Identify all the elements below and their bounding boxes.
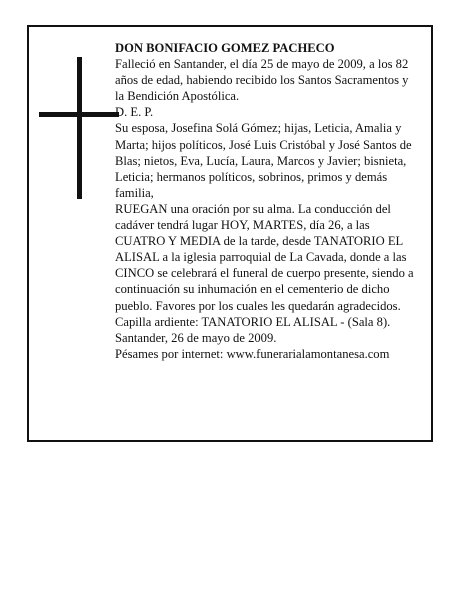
death-announcement: Falleció en Santander, el día 25 de mayo de 2009, a los 82 años de edad, habiendo recibido los Santos Sacramentos y la Bendición Apostólica. [115,57,409,104]
notice-body [115,40,420,362]
cross-horizontal-bar [39,112,119,117]
obituary-notice [27,25,433,442]
condolences-website: Pésames por internet: www.funerarialamontanesa.com [115,346,390,361]
deceased-name: DON BONIFACIO GOMEZ PACHECO [115,41,335,55]
cross-vertical-bar [77,57,82,199]
notice-date: Santander, 26 de mayo de 2009. [115,330,277,345]
funeral-details: RUEGAN una oración por su alma. La conducción del cadáver tendrá lugar HOY, MARTES, día 26, a las CUATRO Y MEDIA de la tarde, desde TANATORIO EL ALISAL a la iglesia parroquial de La Cavada, donde a las CINCO se celebrará el funeral de cuerpo presente, siendo a continuación su inhumación en el cementerio de dicho pueblo. Favores por los cuales les quedarán agradecidos. [115,201,414,313]
family-members: Su esposa, Josefina Solá Gómez; hijas, Leticia, Amalia y Marta; hijos políticos, José Luis Cristóbal y José Santos de Blas; nietos, Eva, Lucía, Laura, Marcos y Javier; bisnieta, Leticia; hermanos políticos, sobrinos, primos y demás familia, [115,121,412,200]
latin-cross-icon [39,57,119,199]
chapel-location: Capilla ardiente: TANATORIO EL ALISAL - (Sala 8). [115,314,391,329]
rest-in-peace: D. E. P. [115,105,154,120]
